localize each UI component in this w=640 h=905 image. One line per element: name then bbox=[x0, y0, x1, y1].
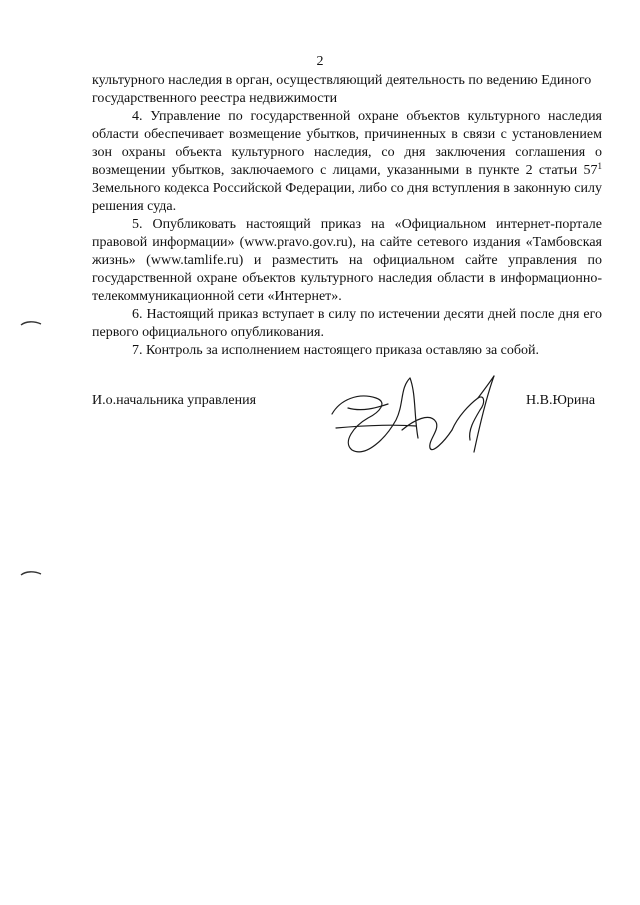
document-body bbox=[92, 72, 602, 360]
binder-mark bbox=[20, 568, 42, 578]
paragraph-item-7: 7. Контроль за исполнением настоящего приказа оставляю за собой. bbox=[132, 343, 540, 358]
continuation-paragraph: культурного наследия в орган, осуществляющий деятельность по ведению Единого государственного реестра недвижимости bbox=[92, 73, 592, 106]
item-4-superscript: 1 bbox=[597, 161, 602, 171]
handwritten-signature bbox=[318, 368, 508, 458]
paragraph-item-5: 5. Опубликовать настоящий приказ на «Официальном интернет-портале правовой информации» (www.pravo.gov.ru), на сайте сетевого издания «Тамбовская жизнь» (www.tamlife.ru) и разместить на официальном сайте управления по государственной охране объектов культурного наследия области в информационно-телекоммуникационной сети «Интернет». bbox=[92, 217, 602, 304]
signatory-name: Н.В.Юрина bbox=[526, 393, 596, 408]
page-number: 2 bbox=[316, 54, 324, 69]
item-4-text-end: Земельного кодекса Российской Федерации, либо со дня вступления в законную силу решения суда. bbox=[92, 181, 602, 214]
paragraph-item-6: 6. Настоящий приказ вступает в силу по истечении десяти дней после дня его первого официального опубликования. bbox=[92, 307, 602, 340]
item-4-text: 4. Управление по государственной охране объектов культурного наследия области обеспечивает возмещение убытков, причиненных в связи с установлением зон охраны объекта культурного наследия, со дня заключения соглашения о возмещении убытков, заключаемого с лицами, указанными в пункте 2 статьи 57 bbox=[92, 109, 602, 178]
signatory-role: И.о.начальника управления bbox=[92, 393, 257, 408]
paragraph-item-4 bbox=[92, 108, 602, 216]
binder-mark bbox=[20, 318, 42, 328]
